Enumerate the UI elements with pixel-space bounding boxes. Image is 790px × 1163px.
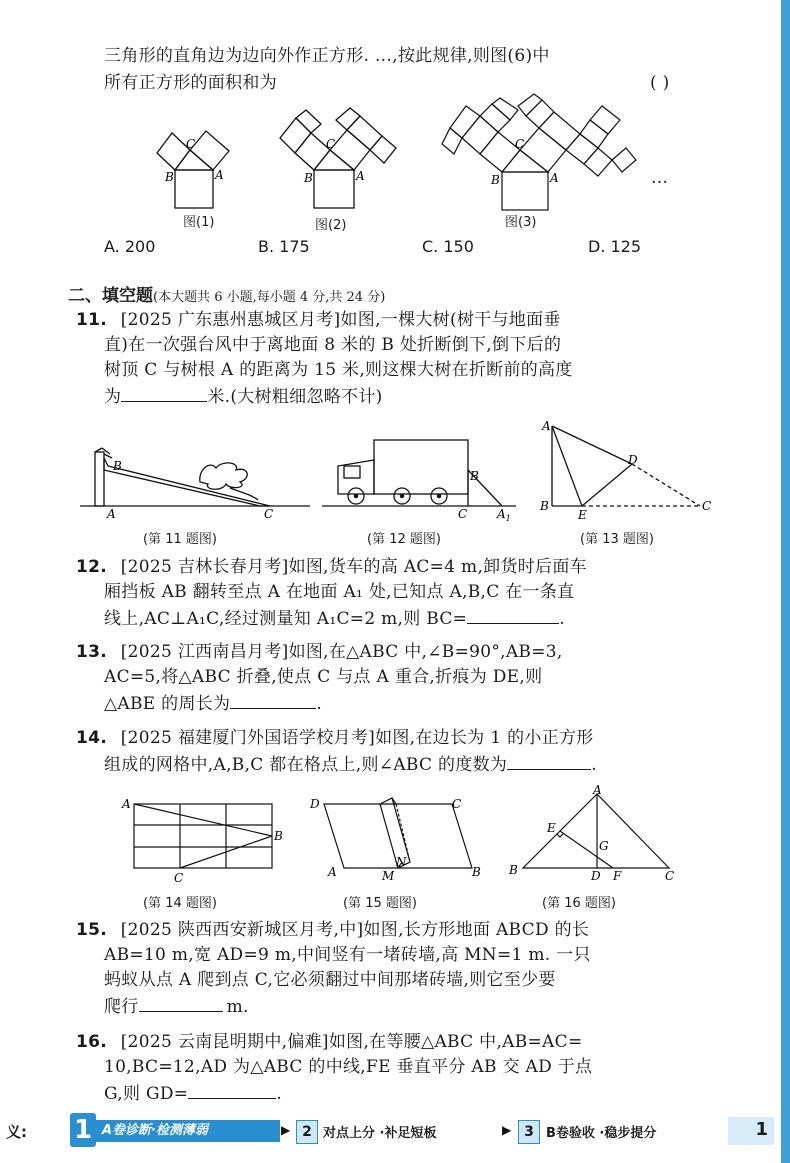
q14-line1: [2025 福建厦门外国语学校月考]如图,在边长为 1 的小正方形 [120,728,594,748]
q12-line3-pre: 线上,AC⊥A₁C,经过测量知 A₁C=2 m,则 BC= [104,609,468,629]
q16-line3 [104,1080,282,1106]
q11-line4 [104,383,383,409]
q13-line3-pre: △ABE 的周长为 [104,694,231,714]
q13-line3 [104,690,322,716]
fig12-label-a1: $A_1$ [497,507,511,523]
fig15-label-d: D [310,797,320,811]
q10-f1-label-c: C [186,137,196,151]
q10-option-b[interactable]: B. 175 [258,237,310,256]
q15-number: 15. [76,920,108,940]
fig12-label-b: B [470,469,479,483]
footer-step-2-number: 2 [296,1120,318,1144]
fig16-label-c: C [665,869,675,883]
fig15-label-n: N [396,855,407,869]
q12-line3 [104,605,565,631]
q10-f3-label-c: C [515,137,525,151]
q16-line2: 10,BC=12,AD 为△ABC 的中线,FE 垂直平分 AB 交 AD 于点 [104,1057,593,1077]
footer-bar [0,1113,780,1149]
fig15-label-m: M [382,869,395,883]
fig-15 [306,790,491,886]
q16-line3-post: . [276,1084,283,1104]
q14-line2-post: . [591,755,597,775]
fig13-label-b: B [540,499,549,513]
q15-line4 [104,993,249,1019]
q10-line2: 所有正方形的面积和为 [104,73,277,93]
footer-step-3-number: 3 [518,1120,540,1144]
q15-line3: 蚂蚁从点 A 爬到点 C,它必须翻过中间那堵砖墙,则它至少要 [104,970,556,990]
q14-line2-pre: 组成的网格中,A,B,C 都在格点上,则∠ABC 的度数为 [104,755,508,775]
fig16-label-f: F [613,869,622,883]
footer-arrow-1: ▶ [281,1123,291,1137]
q13-line2: AC=5,将△ABC 折叠,使点 C 与点 A 重合,折痕为 DE,则 [104,667,543,687]
q10-option-d[interactable]: D. 125 [588,237,642,256]
q11-line3: 树顶 C 与树根 A 的距离为 15 米,则这棵大树在折断前的高度 [104,360,573,380]
q12-line1: [2025 吉林长春月考]如图,货车的高 AC=4 m,卸货时后面车 [120,557,587,577]
q10-caption-2: 图(2) [315,218,347,233]
fig15-label-b: B [472,865,481,879]
fig14-label-a: A [122,797,131,811]
q10-option-a[interactable]: A. 200 [104,237,156,256]
caption-fig-14: (第 14 题图) [143,896,217,911]
fig13-label-e: E [578,508,587,522]
q13-line1: [2025 江西南昌月考]如图,在△ABC 中,∠B=90°,AB=3, [120,642,563,662]
q11-block [76,308,561,332]
fig13-label-a: A [542,419,551,433]
q11-line1: [2025 广东惠州惠城区月考]如图,一棵大树(树干与地面垂 [120,310,561,330]
footer-step-3-label: B卷验收 ·稳步提分 [546,1126,657,1141]
q12-block [76,555,587,579]
q10-f3-label-a: A [550,171,559,185]
q16-line3-pre: G,则 GD= [104,1084,189,1104]
fig16-label-a: A [593,783,602,797]
q16-line1: [2025 云南昆明期中,偏难]如图,在等腰△ABC 中,AB=AC= [120,1032,583,1052]
page-number: 1 [755,1119,768,1140]
q10-f1-label-a: A [215,168,224,182]
q15-line2: AB=10 m,宽 AD=9 m,中间竖有一堵砖墙,高 MN=1 m. 一只 [104,945,591,965]
q10-f1-label-b: B [165,170,174,184]
q10-figure-2 [270,108,400,208]
fig16-label-g: G [599,839,609,853]
q10-f2-label-b: B [304,171,313,185]
fig11-label-b: B [113,459,122,473]
footer-arrow-2: ▶ [502,1123,512,1137]
q13-answer-blank[interactable] [230,690,316,709]
fig11-label-a: A [107,507,116,521]
fig12-label-c: C [458,507,468,521]
page-number-badge [728,1117,774,1145]
q10-f3-label-b: B [491,173,500,187]
fig16-label-b: B [509,863,518,877]
caption-fig-15: (第 15 题图) [343,896,417,911]
q13-block [76,640,563,664]
q10-caption-3: 图(3) [505,215,537,230]
q13-line3-post: . [316,694,323,714]
fig16-label-d: D [591,869,601,883]
fig11-label-c: C [264,507,274,521]
fig15-label-a: A [328,865,337,879]
section-title: 二、填空题 [68,286,153,306]
q15-block [76,918,589,942]
q10-answer-paren: ( ) [650,73,670,93]
footer-step-1-number: 1 [70,1113,96,1147]
q10-line1: 三角形的直角边为边向外作正方形. …,按此规律,则图(6)中 [104,46,550,66]
q12-number: 12. [76,557,108,577]
q14-number: 14. [76,728,108,748]
fig-13 [538,418,713,522]
fig16-label-e: E [547,821,556,835]
q11-number: 11. [76,310,108,330]
caption-fig-11: (第 11 题图) [143,532,217,547]
q15-line4-pre: 爬行 [104,997,139,1017]
caption-fig-13: (第 13 题图) [580,532,654,547]
fig-16 [505,784,680,884]
caption-fig-12: (第 12 题图) [367,532,441,547]
q10-f2-label-a: A [356,169,365,183]
section-heading [68,281,385,306]
fig-11 [80,440,310,520]
q10-f2-label-c: C [326,137,336,151]
q11-line4-pre: 为 [104,387,122,407]
q12-answer-blank[interactable] [467,605,559,624]
footer-step-2-label: 对点上分 ·补足短板 [323,1126,437,1141]
q11-line4-post: 米.(大树粗细忽略不计) [207,387,383,407]
footer-prefix: 义: [6,1123,27,1141]
q12-line2: 厢挡板 AB 翻转至点 A 在地面 A₁ 处,已知点 A,B,C 在一条直 [104,582,575,602]
q10-figure-1 [150,118,240,208]
section-note: (本大题共 6 小题,每小题 4 分,共 24 分) [153,290,386,305]
q15-answer-blank[interactable] [139,993,223,1012]
q13-number: 13. [76,642,108,662]
fig-14 [118,796,293,886]
footer-step-1-label: A卷诊断·检测薄弱 [96,1120,280,1142]
fig-12 [322,440,522,523]
caption-fig-16: (第 16 题图) [542,896,616,911]
q11-answer-blank[interactable] [121,383,207,402]
fig13-label-d: D [628,453,638,467]
fig14-label-b: B [274,829,283,843]
q10-ellipsis: … [651,168,669,188]
q15-line4-post: m. [226,997,249,1017]
q16-number: 16. [76,1032,108,1052]
page-edge-strip [781,0,790,1163]
fig15-label-c: C [452,797,462,811]
fig13-label-c: C [702,499,712,513]
q12-line3-post: . [559,609,565,629]
q14-answer-blank[interactable] [507,751,591,770]
q11-line2: 直)在一次强台风中于离地面 8 米的 B 处折断倒下,倒下后的 [104,335,562,355]
q10-caption-1: 图(1) [183,215,215,230]
fig14-label-c: C [174,871,184,885]
q14-block [76,726,594,750]
q10-figure-3 [440,98,640,210]
q14-line2 [104,751,597,777]
q15-line1: [2025 陕西西安新城区月考,中]如图,长方形地面 ABCD 的长 [120,920,590,940]
q16-answer-blank[interactable] [188,1080,276,1099]
q16-block [76,1030,583,1054]
q10-option-c[interactable]: C. 150 [422,237,474,256]
